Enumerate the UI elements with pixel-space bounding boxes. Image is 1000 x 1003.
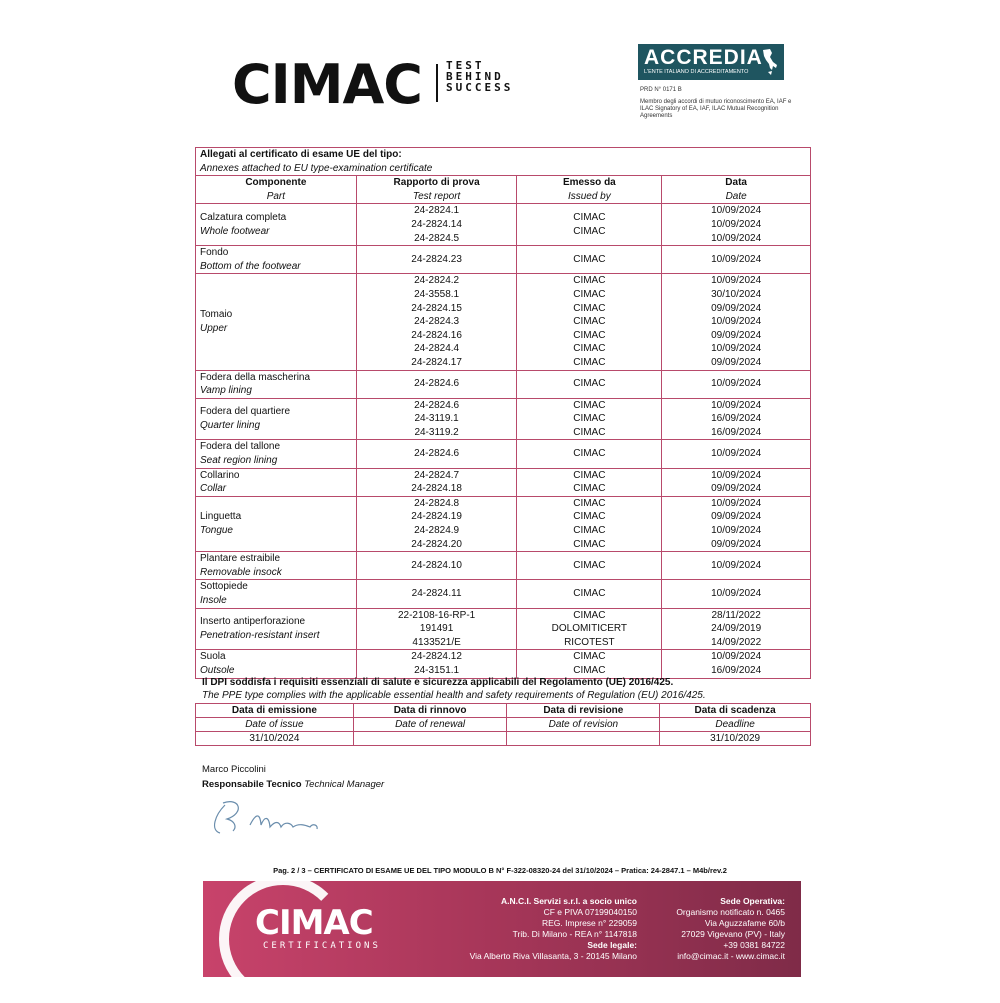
test-report-number: 24-2824.7 <box>414 469 460 481</box>
annex-row <box>196 246 811 274</box>
test-report-number: 24-2824.15 <box>411 302 462 314</box>
signature-image <box>205 795 335 840</box>
signatory-role <box>202 777 384 792</box>
annex-title-it: Allegati al certificato di esame UE del tipo: <box>200 149 402 160</box>
contacts[interactable]: info@cimac.it - www.cimac.it <box>677 951 785 961</box>
test-report-number: 4133521/E <box>412 636 461 648</box>
part-name-it: Calzatura completa <box>200 212 287 224</box>
part-name-en: Vamp lining <box>200 385 252 397</box>
test-report-number: 24-2824.6 <box>414 448 460 460</box>
issue-date-header: Data di emissione <box>196 704 354 718</box>
dates-header-row <box>196 704 811 718</box>
issuer-name-cell <box>517 552 662 580</box>
issuer-name: CIMAC <box>573 588 606 600</box>
test-report-number: 22-2108-16-RP-1 <box>397 609 476 621</box>
issuer-name-cell <box>517 608 662 650</box>
part-name-it: Sottopiede <box>200 581 248 593</box>
test-report-number: 24-3558.1 <box>414 288 460 300</box>
test-report-number: 24-2824.16 <box>411 329 462 341</box>
part-name-en: Outsole <box>200 664 235 676</box>
test-report-number: 24-2824.5 <box>414 232 460 244</box>
annex-row <box>196 370 811 398</box>
part-name-it: Fondo <box>200 247 229 259</box>
test-report-number: 24-2824.19 <box>411 511 462 523</box>
dates-value-row <box>196 732 811 746</box>
part-cell <box>196 440 357 468</box>
part-name-en: Penetration-resistant insert <box>200 629 320 641</box>
test-report-number: 24-2824.9 <box>414 525 460 537</box>
company-info <box>449 896 637 962</box>
part-name-en: Seat region lining <box>200 455 278 467</box>
operational-seat-label: Sede Operativa: <box>720 896 785 906</box>
col-header-part: Componente Part <box>196 176 357 204</box>
issuer-name: CIMAC <box>573 356 606 368</box>
company-reg: REG. Imprese n° 229059 <box>541 918 637 928</box>
report-date-cell <box>662 650 811 678</box>
test-report-number-cell <box>356 468 517 496</box>
issuer-name: CIMAC <box>573 302 606 314</box>
part-name-en: Bottom of the footwear <box>200 260 301 272</box>
report-date: 10/09/2024 <box>711 343 762 355</box>
test-report-number: 24-3119.2 <box>414 426 459 438</box>
annex-row <box>196 274 811 370</box>
issuer-name: CIMAC <box>573 212 606 224</box>
report-date: 09/09/2024 <box>711 302 762 314</box>
report-date: 09/09/2024 <box>711 511 762 523</box>
issuer-name: CIMAC <box>573 525 606 537</box>
test-report-number: 24-2824.12 <box>411 651 462 663</box>
report-date: 10/09/2024 <box>711 588 762 600</box>
issuer-name-cell <box>517 468 662 496</box>
report-date-cell <box>662 468 811 496</box>
issuer-name: CIMAC <box>573 343 606 355</box>
test-report-number-cell <box>356 370 517 398</box>
annex-row <box>196 580 811 608</box>
test-report-number-cell <box>356 580 517 608</box>
legal-seat-label: Sede legale: <box>587 940 637 950</box>
part-cell <box>196 552 357 580</box>
accredia-logo <box>638 44 784 80</box>
test-report-number-cell <box>356 398 517 440</box>
logo-divider <box>436 64 438 102</box>
part-name-it: Collarino <box>200 469 240 481</box>
tagline-line: SUCCESS <box>446 81 514 94</box>
issuer-name-cell <box>517 440 662 468</box>
issuer-name: CIMAC <box>573 426 606 438</box>
test-report-number: 191491 <box>419 623 454 635</box>
part-name-en: Quarter lining <box>200 420 261 432</box>
renewal-date-header: Data di rinnovo <box>353 704 507 718</box>
report-date: 10/09/2024 <box>711 378 762 390</box>
issue-date-value: 31/10/2024 <box>196 732 354 746</box>
report-date: 09/09/2024 <box>711 483 762 495</box>
issuer-name: CIMAC <box>573 560 606 572</box>
report-date: 10/09/2024 <box>711 218 762 230</box>
report-date-cell <box>662 204 811 246</box>
annex-row <box>196 650 811 678</box>
issuer-name: CIMAC <box>573 483 606 495</box>
legal-seat-address: Via Alberto Riva Villasanta, 3 - 20145 Milano <box>469 951 637 961</box>
test-report-number: 24-2824.6 <box>414 378 460 390</box>
issuer-name: CIMAC <box>573 399 606 411</box>
signatory-block <box>202 762 384 792</box>
issuer-name: CIMAC <box>573 275 606 287</box>
test-report-number-cell <box>356 274 517 370</box>
report-date: 16/09/2024 <box>711 664 762 676</box>
test-report-number: 24-2824.23 <box>411 253 462 265</box>
test-report-number: 24-2824.6 <box>414 399 460 411</box>
italy-map-icon <box>760 48 778 76</box>
annex-title-row <box>196 148 811 176</box>
report-date: 10/09/2024 <box>711 525 762 537</box>
footer-logo-subtitle: CERTIFICATIONS <box>263 941 381 951</box>
test-report-number: 24-2824.18 <box>411 483 462 495</box>
part-name-it: Suola <box>200 651 226 663</box>
issuer-name-cell <box>517 496 662 551</box>
part-name-en: Whole footwear <box>200 225 270 237</box>
issuer-name-cell <box>517 274 662 370</box>
part-name-it: Linguetta <box>200 511 242 523</box>
accredia-title: ACCREDIA <box>644 46 763 69</box>
report-date: 10/09/2024 <box>711 469 762 481</box>
test-report-number: 24-2824.11 <box>411 588 462 600</box>
notified-body: Organismo notificato n. 0465 <box>676 907 785 917</box>
part-name-en: Tongue <box>200 525 233 537</box>
annex-row <box>196 496 811 551</box>
test-report-number: 24-2824.14 <box>411 218 462 230</box>
issue-date-header-en: Date of issue <box>196 718 354 732</box>
report-date: 10/09/2024 <box>711 205 762 217</box>
part-cell <box>196 650 357 678</box>
renewal-date-value <box>353 732 507 746</box>
issuer-name: RICOTEST <box>564 636 615 648</box>
test-report-number: 24-3151.1 <box>414 664 460 676</box>
test-report-number-cell <box>356 440 517 468</box>
annex-row <box>196 204 811 246</box>
test-report-number-cell <box>356 608 517 650</box>
test-report-number-cell <box>356 552 517 580</box>
signatory-role-it: Responsabile Tecnico <box>202 779 302 790</box>
dates-subheader-row <box>196 718 811 732</box>
issuer-name-cell <box>517 246 662 274</box>
report-date: 10/09/2024 <box>711 497 762 509</box>
report-date: 24/09/2019 <box>711 623 762 635</box>
part-name-en: Removable insock <box>200 566 282 578</box>
part-cell <box>196 274 357 370</box>
report-date: 10/09/2024 <box>711 232 762 244</box>
footer-logo: CIMAC <box>255 903 373 943</box>
part-cell <box>196 370 357 398</box>
issuer-name: CIMAC <box>573 253 606 265</box>
company-name: A.N.C.I. Servizi s.r.l. a socio unico <box>500 896 637 906</box>
part-cell <box>196 468 357 496</box>
report-date: 10/09/2024 <box>711 253 762 265</box>
deadline-header-en: Deadline <box>660 718 811 732</box>
issuer-name: CIMAC <box>573 225 606 237</box>
issuer-name: CIMAC <box>573 316 606 328</box>
issuer-name: CIMAC <box>573 497 606 509</box>
test-report-number: 24-2824.4 <box>414 343 460 355</box>
part-name-it: Inserto antiperforazione <box>200 616 306 628</box>
report-date: 16/09/2024 <box>711 413 762 425</box>
report-date: 16/09/2024 <box>711 426 762 438</box>
deadline-value: 31/10/2029 <box>660 732 811 746</box>
renewal-date-header-en: Date of renewal <box>353 718 507 732</box>
report-date: 09/09/2024 <box>711 538 762 550</box>
operational-phone: +39 0381 84722 <box>723 940 785 950</box>
part-cell <box>196 204 357 246</box>
report-date-cell <box>662 608 811 650</box>
issuer-name: CIMAC <box>573 511 606 523</box>
compliance-it: Il DPI soddisfa i requisiti essenziali di salute e sicurezza applicabili del Regolamento (UE) 2016/425. <box>202 677 674 688</box>
accredia-subtitle: L'ENTE ITALIANO DI ACCREDITAMENTO <box>644 69 749 75</box>
report-date: 28/11/2022 <box>711 609 761 621</box>
part-cell <box>196 398 357 440</box>
cimac-logo: CIMAC <box>232 53 422 116</box>
operational-street: Via Aguzzafame 60/b <box>704 918 785 928</box>
annex-row <box>196 608 811 650</box>
test-report-number-cell <box>356 204 517 246</box>
issuer-name-cell <box>517 398 662 440</box>
report-date: 10/09/2024 <box>711 448 762 460</box>
part-cell <box>196 608 357 650</box>
signatory-role-en: Technical Manager <box>304 779 385 790</box>
part-name-en: Upper <box>200 322 228 334</box>
test-report-number: 24-2824.3 <box>414 316 460 328</box>
annex-header-row <box>196 176 811 204</box>
issuer-name: DOLOMITICERT <box>551 623 628 635</box>
test-report-number: 24-2824.8 <box>414 497 460 509</box>
test-report-number: 24-2824.10 <box>411 560 462 572</box>
part-cell <box>196 246 357 274</box>
operational-info <box>647 896 785 962</box>
annex-row <box>196 468 811 496</box>
test-report-number: 24-2824.1 <box>414 205 460 217</box>
report-date: 10/09/2024 <box>711 316 762 328</box>
report-date-cell <box>662 246 811 274</box>
report-date: 14/09/2022 <box>711 636 762 648</box>
issuer-name: CIMAC <box>573 329 606 341</box>
revision-date-header: Data di revisione <box>507 704 660 718</box>
issuer-name-cell <box>517 580 662 608</box>
issuer-name: CIMAC <box>573 288 606 300</box>
deadline-header: Data di scadenza <box>660 704 811 718</box>
report-date: 09/09/2024 <box>711 356 762 368</box>
company-vat: CF e PIVA 07199040150 <box>543 907 637 917</box>
annex-title-en: Annexes attached to EU type-examination certificate <box>200 162 433 174</box>
issuer-name-cell <box>517 650 662 678</box>
part-name-it: Fodera del tallone <box>200 441 281 453</box>
test-report-number-cell <box>356 496 517 551</box>
report-date: 10/09/2024 <box>711 651 762 663</box>
annex-row <box>196 440 811 468</box>
issuer-name: CIMAC <box>573 413 606 425</box>
accreditation-membership: Membro degli accordi di mutuo riconoscimento EA, IAF e ILAC Signatory of EA, IAF, ILAC Mutual Recognition Agreements <box>640 99 792 119</box>
report-date-cell <box>662 496 811 551</box>
company-trib: Trib. Di Milano - REA n° 1147818 <box>512 929 637 939</box>
col-header-date: Data Date <box>662 176 811 204</box>
report-date: 10/09/2024 <box>711 399 762 411</box>
tagline-line: BEHIND <box>446 70 504 83</box>
validity-dates-table <box>195 703 811 746</box>
issuer-name: CIMAC <box>573 538 606 550</box>
revision-date-value <box>507 732 660 746</box>
report-date: 09/09/2024 <box>711 329 762 341</box>
test-report-number-cell <box>356 650 517 678</box>
test-report-number: 24-2824.2 <box>414 275 460 287</box>
revision-date-header-en: Date of revision <box>507 718 660 732</box>
signatory-name: Marco Piccolini <box>202 764 266 775</box>
test-report-number: 24-2824.20 <box>411 538 462 550</box>
page-footer-note: Pag. 2 / 3 – CERTIFICATO DI ESAME UE DEL TIPO MODULO B N° F-322-08320-24 del 31/10/2024 – Pratica: 24-2847.1 – M4b/rev.2 <box>273 866 727 875</box>
annex-table <box>195 147 811 679</box>
col-header-test-report: Rapporto di prova Test report <box>356 176 517 204</box>
report-date-cell <box>662 580 811 608</box>
part-name-en: Collar <box>200 483 227 495</box>
compliance-statement <box>202 676 706 702</box>
issuer-name: CIMAC <box>573 448 606 460</box>
issuer-name: CIMAC <box>573 609 606 621</box>
issuer-name: CIMAC <box>573 469 606 481</box>
compliance-en: The PPE type complies with the applicable essential health and safety requirements of Regulation (EU) 2016/425. <box>202 690 706 701</box>
operational-city: 27029 Vigevano (PV) - Italy <box>681 929 785 939</box>
col-header-issued-by: Emesso da Issued by <box>517 176 662 204</box>
logo-tagline <box>446 60 513 93</box>
annex-row <box>196 398 811 440</box>
part-cell <box>196 580 357 608</box>
part-name-it: Plantare estraibile <box>200 553 281 565</box>
test-report-number: 24-3119.1 <box>414 413 459 425</box>
report-date-cell <box>662 440 811 468</box>
part-name-en: Insole <box>200 595 227 606</box>
report-date: 10/09/2024 <box>711 560 762 572</box>
issuer-name: CIMAC <box>573 378 606 390</box>
part-name-it: Tomaio <box>200 309 233 321</box>
test-report-number: 24-2824.17 <box>411 356 462 368</box>
report-date-cell <box>662 274 811 370</box>
report-date-cell <box>662 370 811 398</box>
report-date: 30/10/2024 <box>711 288 762 300</box>
report-date-cell <box>662 398 811 440</box>
issuer-name: CIMAC <box>573 651 606 663</box>
report-date-cell <box>662 552 811 580</box>
issuer-name-cell <box>517 204 662 246</box>
tagline-line: TEST <box>446 59 485 72</box>
part-name-it: Fodera della mascherina <box>200 371 311 383</box>
prd-number: PRD N° 0171 B <box>640 87 682 93</box>
part-cell <box>196 496 357 551</box>
part-name-it: Fodera del quartiere <box>200 406 291 418</box>
test-report-number-cell <box>356 246 517 274</box>
issuer-name: CIMAC <box>573 664 606 676</box>
annex-row <box>196 552 811 580</box>
footer-band <box>203 881 801 977</box>
report-date: 10/09/2024 <box>711 275 762 287</box>
issuer-name-cell <box>517 370 662 398</box>
